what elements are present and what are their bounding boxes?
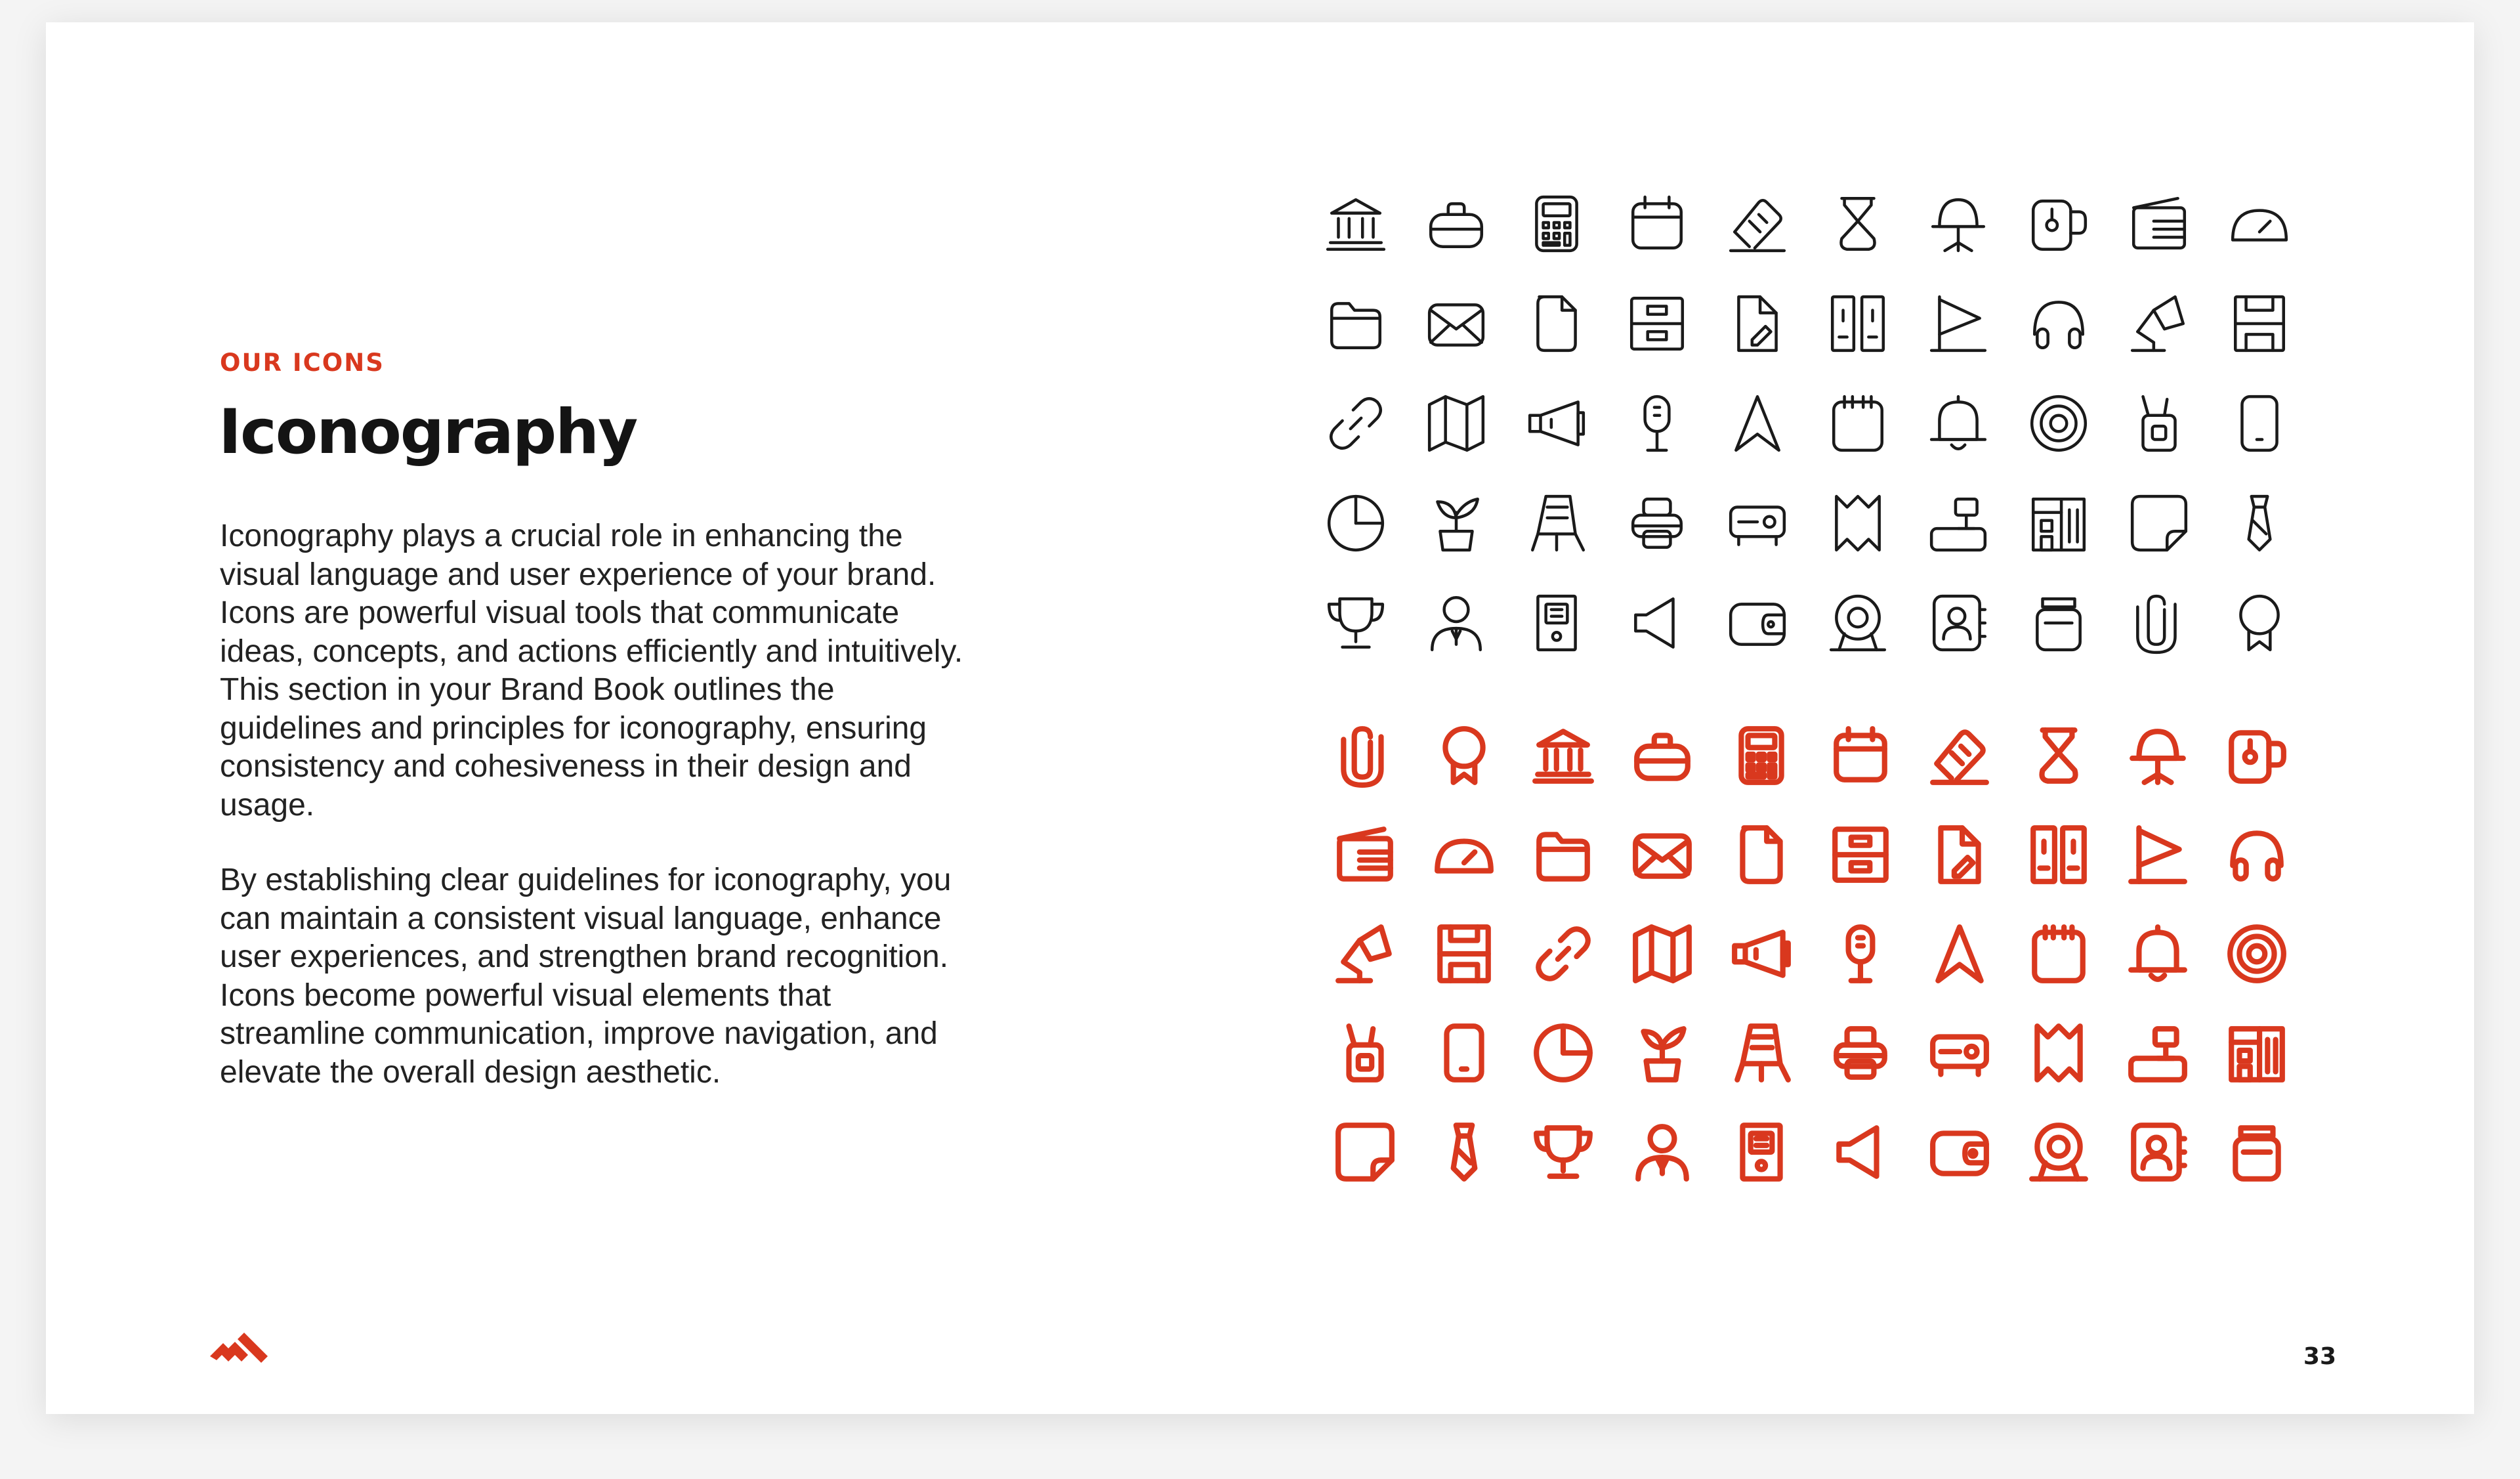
tie-icon (1432, 1120, 1496, 1184)
navigation-icon (1725, 391, 1790, 456)
guidelines-paragraph: By establishing clear guidelines for iconography, you can maintain a consistent visual language, enhance user experiences, and strengthen brand recognition. Icons become powerful visual elements that streamline communication, improve navigation, and elevate the overall design aesthetic. (220, 863, 952, 1090)
plant-icon (1424, 491, 1488, 555)
page-title: Iconography (219, 397, 637, 468)
megaphone-icon (1524, 391, 1589, 456)
sticky-note-icon (1333, 1120, 1397, 1184)
navigation-icon (1927, 922, 1992, 986)
filing-cabinet-icon (2227, 291, 2292, 356)
desk-icon (1926, 491, 1990, 555)
webcam-icon (1826, 591, 1890, 655)
paperclip-icon (1333, 723, 1397, 788)
employee-icon (1630, 1120, 1694, 1184)
desk-lamp-icon (1926, 192, 1990, 256)
mug-icon (2225, 723, 2289, 788)
mug-icon (2026, 192, 2091, 256)
lamp-icon (2127, 291, 2191, 356)
binders-icon (2026, 823, 2091, 887)
bank-icon (1324, 192, 1388, 256)
briefcase-icon (1630, 723, 1694, 788)
hourglass-icon (2026, 723, 2091, 788)
archive-icon (1625, 291, 1689, 356)
bank-icon (1531, 723, 1595, 788)
envelope-icon (1424, 291, 1488, 356)
map-icon (1424, 391, 1488, 456)
calculator-icon (1524, 192, 1589, 256)
receipt-icon (1826, 491, 1890, 555)
printer-icon (1828, 1021, 1893, 1085)
file-edit-icon (1927, 823, 1992, 887)
pie-chart-icon (1324, 491, 1388, 555)
desk-lamp-icon (2126, 723, 2190, 788)
trophy-icon (1531, 1120, 1595, 1184)
speaker-icon (1828, 1120, 1893, 1184)
ticket-icon (1927, 723, 1992, 788)
smartphone-icon (2227, 391, 2292, 456)
employee-icon (1424, 591, 1488, 655)
folder-icon (1531, 823, 1595, 887)
desk-icon (2126, 1021, 2190, 1085)
wallet-icon (1725, 591, 1790, 655)
smartphone-icon (1432, 1021, 1496, 1085)
hourglass-icon (1826, 192, 1890, 256)
target-icon (2026, 391, 2091, 456)
paperclip-icon (2127, 591, 2191, 655)
pie-chart-icon (1531, 1021, 1595, 1085)
building-icon (2026, 491, 2091, 555)
filing-cabinet-icon (1432, 922, 1496, 986)
trophy-icon (1324, 591, 1388, 655)
intro-paragraph: Iconography plays a crucial role in enhancing the visual language and user experience of your brand. Icons are powerful visual tools that communicate ideas, concepts, and actions efficiently and intuitively. This section in your Brand Book outlines the guidelines and principles for iconography, ensuring consistency and cohesiveness in their design and usage. (220, 519, 963, 823)
folder-icon (1324, 291, 1388, 356)
headphones-icon (2026, 291, 2091, 356)
link-icon (1531, 922, 1595, 986)
intercom-icon (1729, 1120, 1794, 1184)
tie-icon (2227, 491, 2292, 555)
target-icon (2225, 922, 2289, 986)
jar-icon (2225, 1120, 2289, 1184)
calendar-icon (1828, 723, 1893, 788)
flag-icon (2126, 823, 2190, 887)
intercom-icon (1524, 591, 1589, 655)
archive-icon (1828, 823, 1893, 887)
envelope-icon (1630, 823, 1694, 887)
binders-icon (1826, 291, 1890, 356)
briefcase-icon (1424, 192, 1488, 256)
contact-card-icon (2126, 1120, 2190, 1184)
walkie-talkie-icon (2127, 391, 2191, 456)
plant-icon (1630, 1021, 1694, 1085)
jar-icon (2026, 591, 2091, 655)
flag-icon (1926, 291, 1990, 356)
microphone-icon (1625, 391, 1689, 456)
headphones-icon (2225, 823, 2289, 887)
award-icon (2227, 591, 2292, 655)
award-icon (1432, 723, 1496, 788)
notepad-icon (1826, 391, 1890, 456)
speaker-icon (1625, 591, 1689, 655)
radio-icon (2127, 192, 2191, 256)
speedometer-icon (1432, 823, 1496, 887)
document-icon (1729, 823, 1794, 887)
calculator-icon (1729, 723, 1794, 788)
brand-logo-icon (209, 1329, 269, 1368)
map-icon (1630, 922, 1694, 986)
easel-icon (1729, 1021, 1794, 1085)
building-icon (2225, 1021, 2289, 1085)
document-icon (1524, 291, 1589, 356)
projector-icon (1927, 1021, 1992, 1085)
megaphone-icon (1729, 922, 1794, 986)
speedometer-icon (2227, 192, 2292, 256)
notepad-icon (2026, 922, 2091, 986)
file-edit-icon (1725, 291, 1790, 356)
calendar-icon (1625, 192, 1689, 256)
section-eyebrow: OUR ICONS (220, 349, 385, 377)
printer-icon (1625, 491, 1689, 555)
wallet-icon (1927, 1120, 1992, 1184)
easel-icon (1524, 491, 1589, 555)
brand-book-page (46, 22, 2474, 1414)
bell-icon (2126, 922, 2190, 986)
receipt-icon (2026, 1021, 2091, 1085)
link-icon (1324, 391, 1388, 456)
walkie-talkie-icon (1333, 1021, 1397, 1085)
page-number: 33 (2303, 1343, 2336, 1370)
webcam-icon (2026, 1120, 2091, 1184)
microphone-icon (1828, 922, 1893, 986)
projector-icon (1725, 491, 1790, 555)
ticket-icon (1725, 192, 1790, 256)
contact-card-icon (1926, 591, 1990, 655)
sticky-note-icon (2127, 491, 2191, 555)
bell-icon (1926, 391, 1990, 456)
lamp-icon (1333, 922, 1397, 986)
radio-icon (1333, 823, 1397, 887)
